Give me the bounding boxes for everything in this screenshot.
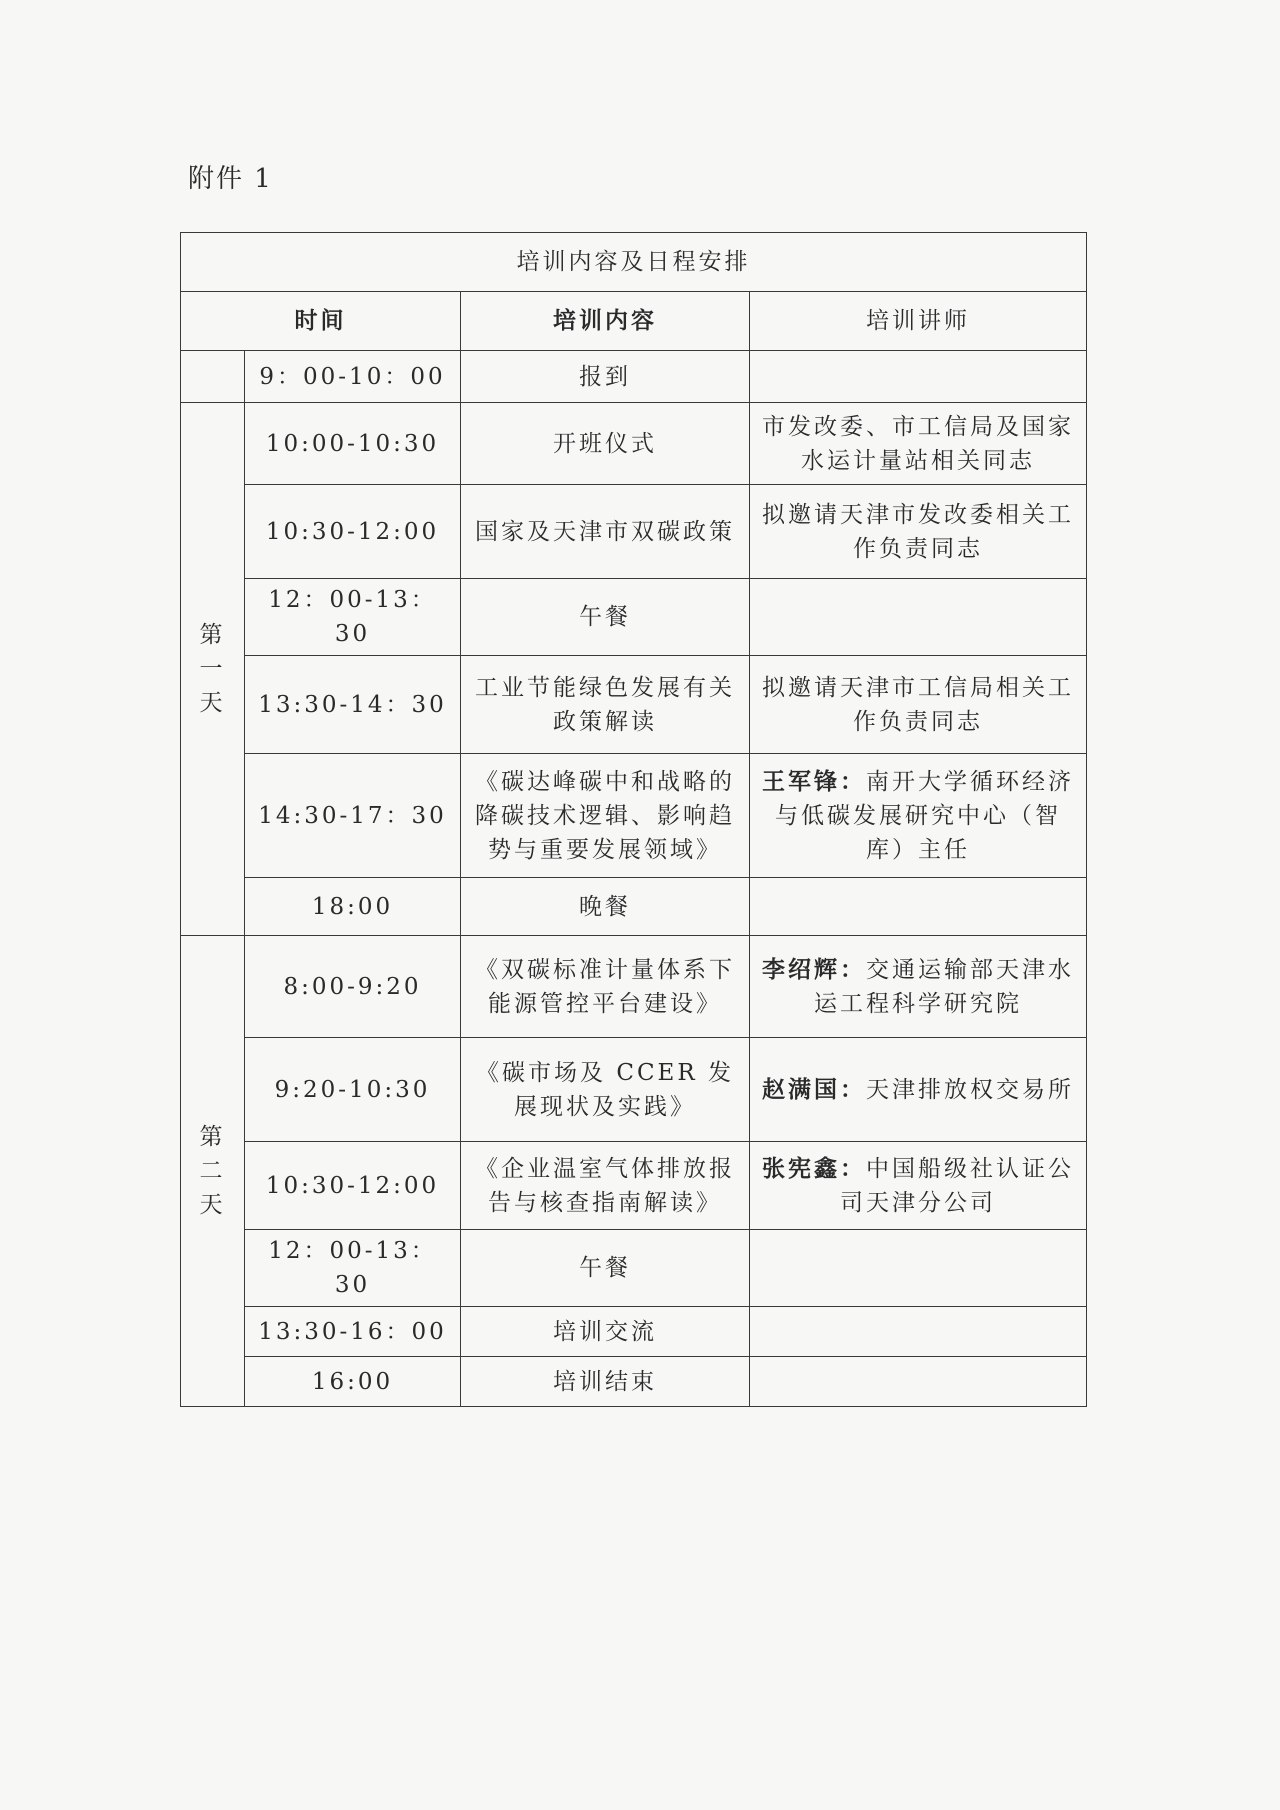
content-cell: 培训结束 <box>461 1357 750 1407</box>
day2-label: 第 二 天 <box>181 936 245 1407</box>
speaker-cell <box>750 1307 1087 1357</box>
speaker-cell <box>750 1230 1087 1307</box>
content-cell: 《碳市场及 CCER 发展现状及实践》 <box>461 1038 750 1142</box>
time-cell: 8:00-9:20 <box>245 936 461 1038</box>
time-cell: 10:30-12:00 <box>245 485 461 579</box>
speaker-cell: 市发改委、市工信局及国家水运计量站相关同志 <box>750 403 1087 485</box>
table-row <box>181 1230 1087 1307</box>
table-row <box>181 878 1087 936</box>
speaker-cell <box>750 1357 1087 1407</box>
header-speaker: 培训讲师 <box>750 292 1087 351</box>
table-row <box>181 1307 1087 1357</box>
speaker-cell <box>750 351 1087 403</box>
content-cell: 开班仪式 <box>461 403 750 485</box>
speaker-cell <box>750 579 1087 656</box>
header-time: 时间 <box>181 292 461 351</box>
content-cell: 《双碳标准计量体系下能源管控平台建设》 <box>461 936 750 1038</box>
time-cell: 9:20-10:30 <box>245 1038 461 1142</box>
content-cell: 《碳达峰碳中和战略的降碳技术逻辑、影响趋势与重要发展领域》 <box>461 754 750 878</box>
table-row <box>181 1142 1087 1230</box>
time-cell: 13:30-16：00 <box>245 1307 461 1357</box>
content-cell: 晚餐 <box>461 878 750 936</box>
time-cell: 13:30-14：30 <box>245 656 461 754</box>
speaker-cell: 拟邀请天津市发改委相关工作负责同志 <box>750 485 1087 579</box>
table-row <box>181 656 1087 754</box>
table-row <box>181 1038 1087 1142</box>
time-cell: 16:00 <box>245 1357 461 1407</box>
schedule-table <box>180 232 1087 1407</box>
speaker-cell: 张宪鑫：中国船级社认证公司天津分公司 <box>750 1142 1087 1230</box>
speaker-cell: 赵满国：天津排放权交易所 <box>750 1038 1087 1142</box>
table-row <box>181 403 1087 485</box>
table-row <box>181 1357 1087 1407</box>
content-cell: 午餐 <box>461 579 750 656</box>
header-content: 培训内容 <box>461 292 750 351</box>
time-cell: 10:30-12:00 <box>245 1142 461 1230</box>
content-cell: 报到 <box>461 351 750 403</box>
table-row <box>181 936 1087 1038</box>
speaker-cell <box>750 878 1087 936</box>
speaker-cell: 拟邀请天津市工信局相关工作负责同志 <box>750 656 1087 754</box>
content-cell: 国家及天津市双碳政策 <box>461 485 750 579</box>
time-cell: 9：00-10：00 <box>245 351 461 403</box>
empty-day-cell <box>181 351 245 403</box>
speaker-cell: 李绍辉：交通运输部天津水运工程科学研究院 <box>750 936 1087 1038</box>
time-cell: 18:00 <box>245 878 461 936</box>
speaker-cell: 王军锋：南开大学循环经济与低碳发展研究中心（智库）主任 <box>750 754 1087 878</box>
content-cell: 《企业温室气体排放报告与核查指南解读》 <box>461 1142 750 1230</box>
table-row <box>181 754 1087 878</box>
attachment-label: 附件 1 <box>188 164 273 194</box>
content-cell: 午餐 <box>461 1230 750 1307</box>
table-row <box>181 485 1087 579</box>
table-title: 培训内容及日程安排 <box>181 233 1087 292</box>
content-cell: 工业节能绿色发展有关政策解读 <box>461 656 750 754</box>
content-cell: 培训交流 <box>461 1307 750 1357</box>
time-cell: 12：00-13：30 <box>245 1230 461 1307</box>
time-cell: 10:00-10:30 <box>245 403 461 485</box>
day1-label: 第 一 天 <box>181 403 245 936</box>
time-cell: 14:30-17：30 <box>245 754 461 878</box>
table-row <box>181 579 1087 656</box>
time-cell: 12：00-13：30 <box>245 579 461 656</box>
